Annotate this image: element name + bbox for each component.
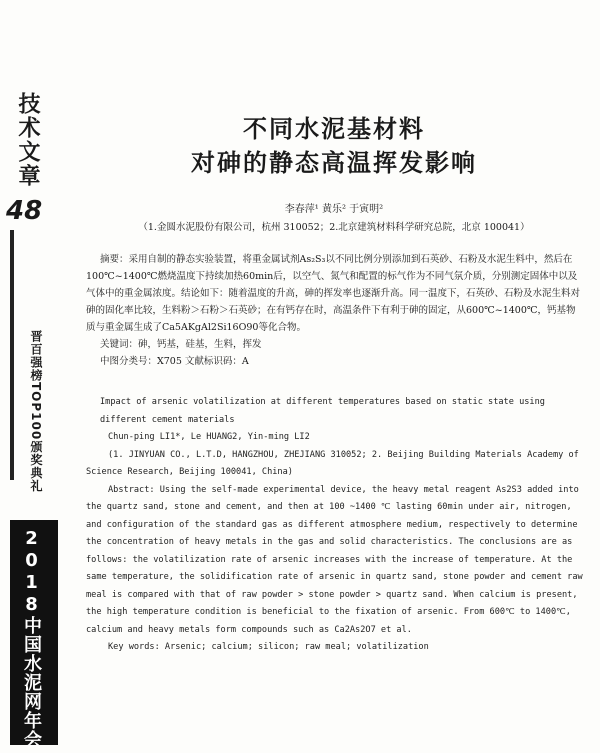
keywords-en: Key words: Arsenic; calcium; silicon; raw meal; volatilization (108, 642, 429, 652)
conference-label: 2018中国水泥网年会 (21, 528, 42, 749)
affiliation: （1.金圆水泥股份有限公司，杭州 310052；2.北京建筑材料科学研究总院，北京 100041） (138, 222, 530, 233)
abstract-en: Abstract: Using the self-made experimental device, the heavy metal reagent As2S3 added into the quartz sand, stone and cement, and then at 100 ~1400 ℃ lasting 60min under air, nitrogen, and configuration of the standard gas as different atmosphere medium, respectively to determine the concentration of heavy metals in the gas and solid characteristics. The conclusions are as follows: the volatilization rate of arsenic increases with the increase of temperature. At the same temperature, the solidification rate of arsenic in quartz sand, stone powder and cement raw meal is compared with that of raw powder > stone powder > quartz sand. When calcium is present, the high temperature condition is beneficial to the fixation of arsenic. From 600℃ to 1400℃, calcium and heavy metals form compounds such as Ca2As2O7 et al. (86, 484, 583, 635)
series-label: 晋百强榜TOP100颁奖典礼 (29, 330, 43, 493)
abstract-cn: 摘要：采用自制的静态实验装置，将重金属试剂As₂S₃以不同比例分别添加到石英砂、石粉及水泥生料中，然后在100℃~1400℃燃烧温度下持续加热60min后，以空气、氮气和配置的标气作为不同气氛介质，分别测定固体中以及气体中的重金属浓度。结论如下：随着温度的升高，砷的挥发率也逐渐升高。同一温度下，石英砂、石粉及水泥生料对砷的固化率比较，生料粉＞石粉＞石英砂；在有钙存在时，高温条件下有利于砷的固定，从600℃~1400℃，钙基物质与重金属生成了Ca5AKgAl2Si16O90等化合物。 (86, 254, 581, 333)
article (84, 0, 584, 657)
affiliation-en: (1. JINYUAN CO., L.T.D, HANGZHOU, ZHEJIANG 310052; 2. Beijing Building Materials Academy of Science Research, Beijing 100041, China) (86, 449, 579, 477)
section-label: 技术文章 (15, 92, 40, 188)
authors-en: Chun-ping LI1*, Le HUANG2, Yin-ming LI2 (108, 432, 310, 442)
page-number: 48 (6, 196, 43, 226)
title-line-2: 对砷的静态高温挥发影响 (191, 149, 477, 177)
title-line-1: 不同水泥基材料 (243, 115, 425, 143)
sidebar (0, 0, 62, 753)
authors: 李春萍¹ 黄乐² 于寅明² (284, 204, 384, 215)
keywords-cn: 关键词：砷，钙基，硅基，生料，挥发 (100, 339, 262, 350)
classification-cn: 中图分类号：X705 文献标识码：A (100, 356, 249, 367)
title-en: Impact of arsenic volatilization at different temperatures based on static state using different cement materials (100, 397, 545, 425)
sidebar-divider (10, 230, 14, 480)
page-title (84, 112, 584, 180)
